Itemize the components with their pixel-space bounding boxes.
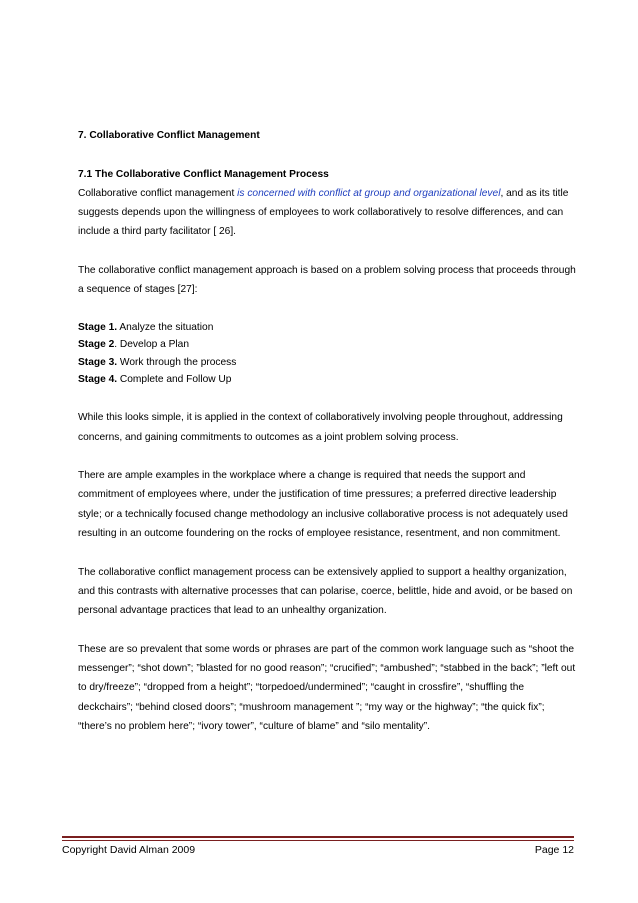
stage-label: Stage 4. <box>78 374 118 386</box>
spacer <box>78 389 578 408</box>
spacer <box>78 621 578 640</box>
stage-label: Stage 1. <box>78 321 118 333</box>
stage-item <box>78 354 578 372</box>
document-body <box>78 126 578 736</box>
stage-item <box>78 371 578 389</box>
page-footer <box>62 843 574 857</box>
stage-label: Stage 2 <box>78 339 115 351</box>
paragraph-3: While this looks simple, it is applied in the context of collaboratively involving people throughout, addressing concerns, and gaining commitments to outcomes as a joint problem solving process. <box>78 412 563 443</box>
spacer <box>78 300 578 319</box>
footer-rule-thin <box>62 840 574 841</box>
paragraph-6: These are so prevalent that some words or phrases are part of the common work language such as “shoot the messenger”; “shot down”; ”blasted for no good reason”; “crucified”; “ambushed”; “stabbed in the back”; ”left out to dry/freeze”; “dropped from a height”; “torpedoed/undermined”; “caught in crossfire”, “shuffling the deckchairs”; “behind closed doors”; “mushroom management ”; “my way or the highway”; “the quick fix”; “there’s no problem here”; “ivory tower”, “culture of blame” and “silo mentality”. <box>78 643 576 733</box>
stage-text: . Develop a Plan <box>114 339 190 351</box>
spacer <box>78 447 578 466</box>
spacer <box>78 242 578 261</box>
spacer <box>78 145 578 164</box>
stage-label: Stage 3. <box>78 356 118 368</box>
spacer <box>78 543 578 562</box>
footer-rule-thick <box>62 836 574 838</box>
paragraph-2: The collaborative conflict management approach is based on a problem solving process that proceeds through a sequence of stages [27]: <box>78 265 576 296</box>
paragraph-4: There are ample examples in the workplace where a change is required that needs the support and commitment of employees where, under the justification of time pressures; a preferred directive leadership style; or a technically focused change methodology an inclusive collaborative process is not adequately used resulting in an outcome foundering on the rocks of employee resistance, resentment, and non commitment. <box>78 470 568 540</box>
paragraph-1 <box>78 184 578 242</box>
stage-item <box>78 319 578 337</box>
paragraph-1-end: , and as its title suggests depends upon the willingness of employees to work collaboratively to resolve differences, and can include a third party facilitator [ 26]. <box>78 187 569 238</box>
stage-text: Analyze the situation <box>117 321 214 333</box>
stage-text: Complete and Follow Up <box>117 374 232 386</box>
paragraph-5: The collaborative conflict management process can be extensively applied to support a healthy organization, and this contrasts with alternative processes that can polarise, coerce, belittle, hide and avoid, or be based on personal advantage practices that lead to an unhealthy organization. <box>78 566 573 617</box>
subsection-title: 7.1 The Collaborative Conflict Management Process <box>78 168 329 180</box>
paragraph-1-start: Collaborative conflict management <box>78 187 238 199</box>
section-title: 7. Collaborative Conflict Management <box>78 130 260 141</box>
footer-copyright: Copyright David Alman 2009 <box>62 844 196 856</box>
stage-text: Work through the process <box>117 356 237 368</box>
stage-item <box>78 336 578 354</box>
highlighted-phrase: is concerned with conflict at group and organizational level <box>237 187 501 199</box>
footer-page-number: Page 12 <box>534 844 574 856</box>
